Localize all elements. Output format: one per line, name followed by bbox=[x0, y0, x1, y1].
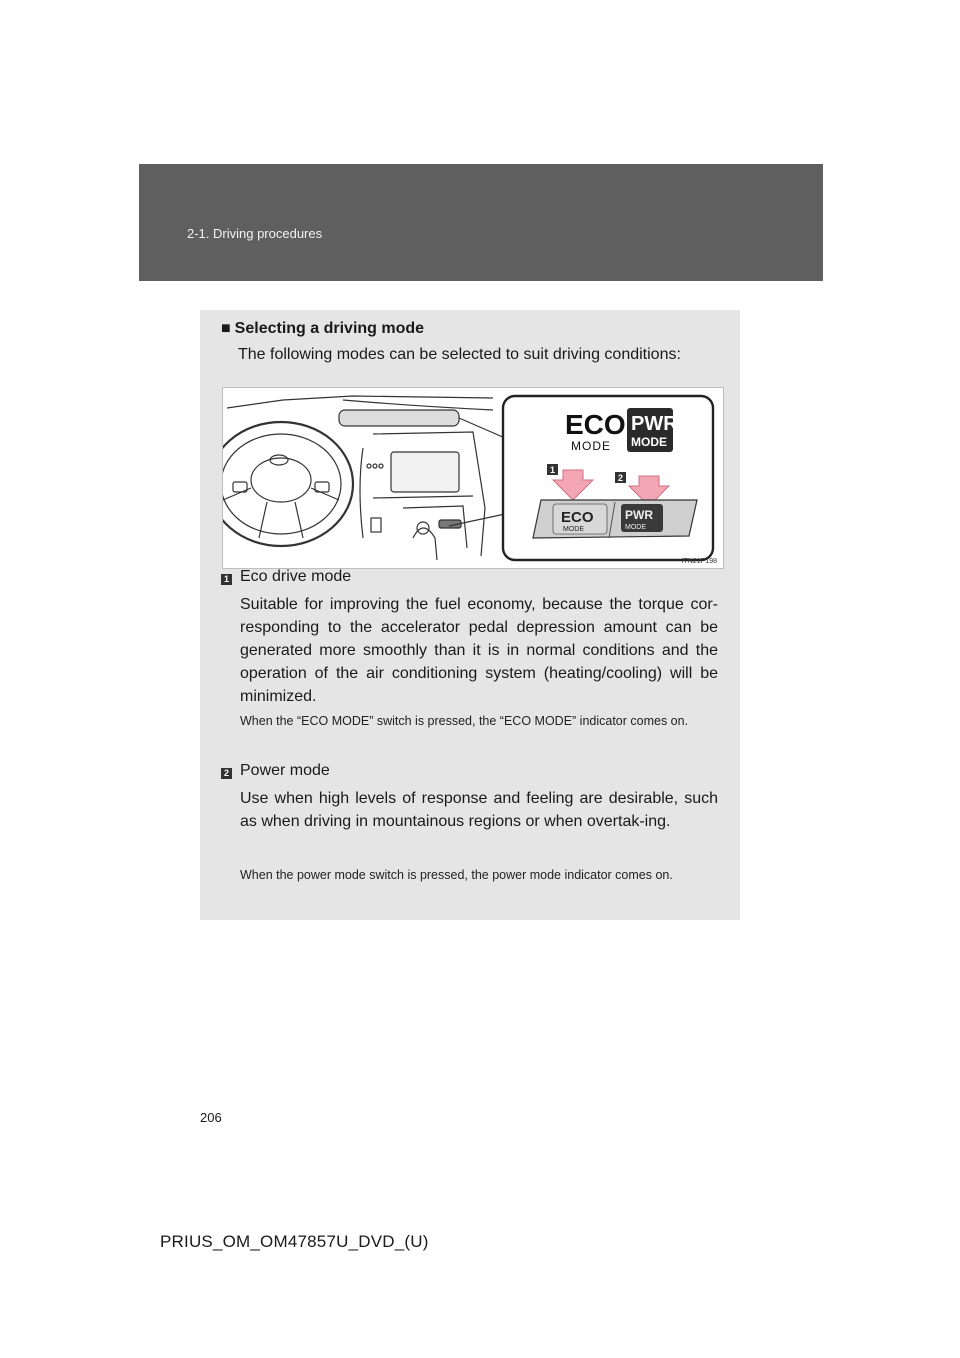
eco-small-sub: MODE bbox=[563, 526, 584, 533]
pwr-small-sub: MODE bbox=[625, 524, 646, 531]
item-1-number-icon: 1 bbox=[221, 574, 232, 585]
section-label: 2-1. Driving procedures bbox=[187, 226, 323, 241]
sub-heading-text: Selecting a driving mode bbox=[234, 320, 425, 337]
page-number: 206 bbox=[200, 1110, 222, 1125]
item-1-title: Eco drive mode bbox=[240, 568, 352, 585]
figure-code: ITN21P198 bbox=[681, 558, 717, 565]
callout-1-number: 1 bbox=[550, 465, 556, 475]
sub-heading bbox=[221, 320, 424, 338]
item-1-body: Suitable for improving the fuel economy, because the torque cor-responding to the accelerator pedal depression amount can be generated more smoothly than it is in normal conditions and the operation of the air conditioning system (heating/cooling) will be minimized. bbox=[240, 596, 718, 705]
eco-big-label: ECO bbox=[565, 409, 626, 440]
pwr-big-label: PWR bbox=[631, 413, 678, 435]
callout-2-number: 2 bbox=[618, 473, 624, 483]
header-band bbox=[139, 164, 823, 281]
content-box bbox=[200, 310, 740, 920]
item-2-number-icon: 2 bbox=[221, 768, 232, 779]
pwr-big-sub: MODE bbox=[631, 435, 667, 449]
dashboard-drawing bbox=[223, 388, 723, 568]
eco-small-label: ECO bbox=[561, 509, 594, 526]
document-code: PRIUS_OM_OM47857U_DVD_(U) bbox=[160, 1232, 429, 1251]
item-2-body: Use when high levels of response and feeling are desirable, such as when driving in mountainous regions or when overtak-ing. bbox=[240, 790, 718, 830]
pwr-small-label: PWR bbox=[625, 508, 653, 522]
heading-square-icon: ■ bbox=[221, 320, 231, 337]
dashboard-illustration bbox=[222, 387, 724, 569]
item-2-title: Power mode bbox=[240, 762, 330, 779]
eco-big-sub: MODE bbox=[571, 439, 611, 453]
item-1-note: When the “ECO MODE” switch is pressed, the “ECO MODE” indicator comes on. bbox=[240, 714, 689, 728]
intro-text: The following modes can be selected to suit driving conditions: bbox=[238, 346, 681, 363]
item-2-note: When the power mode switch is pressed, the power mode indicator comes on. bbox=[240, 868, 673, 882]
